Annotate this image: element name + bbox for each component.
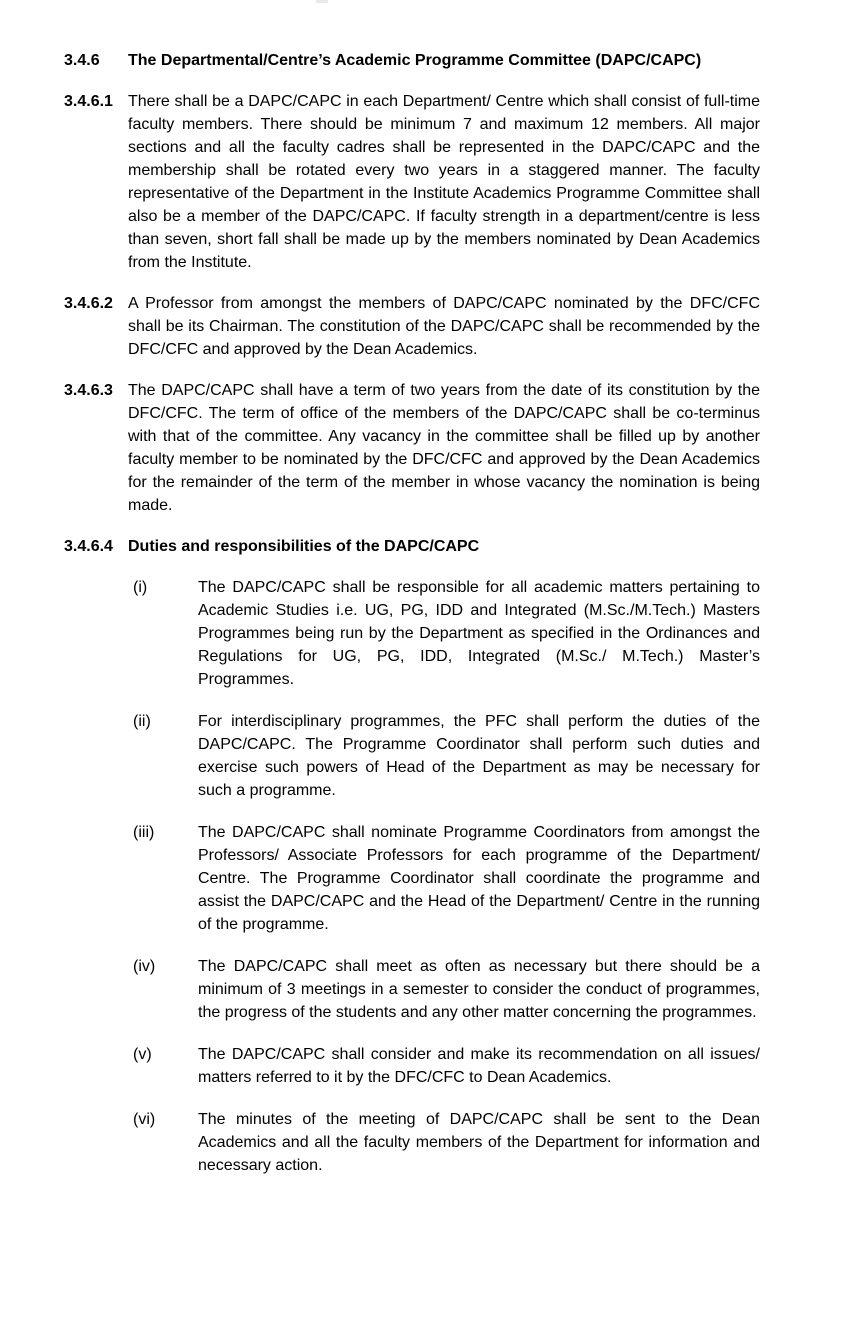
- paragraph-subheading-text: Duties and responsibilities of the DAPC/CAPC: [128, 538, 480, 555]
- duty-text: The DAPC/CAPC shall nominate Programme Coordinators from amongst the Professors/ Associate Professors for each programme of the Department/ Centre. The Programme Coordinator shall coordinate the programme and assist the DAPC/CAPC and the Head of the Department/ Centre in the running of the programme.: [198, 824, 760, 933]
- paragraph-item: [64, 90, 760, 274]
- duty-marker: (iii): [133, 824, 155, 841]
- duty-item: [128, 1108, 760, 1177]
- duty-marker: (iv): [133, 958, 156, 975]
- duty-text: The minutes of the meeting of DAPC/CAPC shall be sent to the Dean Academics and all the faculty members of the Department for information and necessary action.: [198, 1111, 760, 1174]
- paragraph-subheading: [64, 535, 760, 558]
- paragraph-item: [64, 379, 760, 517]
- paragraph-text: The DAPC/CAPC shall have a term of two years from the date of its constitution by the DFC/CFC. The term of office of the members of the DAPC/CAPC shall be co-terminus with that of the committee. Any vacancy in the committee shall be filled up by another faculty member to be nominated by the DFC/CFC and approved by the Dean Academics for the remainder of the term of the member in whose vacancy the nomination is being made.: [128, 382, 760, 514]
- duties-list: [128, 576, 760, 1177]
- duty-marker: (vi): [133, 1111, 156, 1128]
- section-title: The Departmental/Centre’s Academic Programme Committee (DAPC/CAPC): [128, 52, 702, 69]
- duty-item: [128, 576, 760, 691]
- scan-speck: [316, 0, 328, 3]
- paragraph-number: 3.4.6.4: [64, 538, 113, 555]
- duty-text: For interdisciplinary programmes, the PFC shall perform the duties of the DAPC/CAPC. The Programme Coordinator shall perform such duties and exercise such powers of Head of the Department as may be necessary for such a programme.: [198, 713, 760, 799]
- paragraph-text: A Professor from amongst the members of DAPC/CAPC nominated by the DFC/CFC shall be its Chairman. The constitution of the DAPC/CAPC shall be recommended by the DFC/CFC and approved by the Dean Academics.: [128, 295, 760, 358]
- paragraph-text: There shall be a DAPC/CAPC in each Department/ Centre which shall consist of full-time faculty members. There should be minimum 7 and maximum 12 members. All major sections and all the faculty cadres shall be represented in the DAPC/CAPC and the membership shall be rotated every two years in a staggered manner. The faculty representative of the Department in the Institute Academics Programme Committee shall also be a member of the DAPC/CAPC. If faculty strength in a department/centre is less than seven, short fall shall be made up by the members nominated by Dean Academics from the Institute.: [128, 93, 760, 271]
- paragraph-number: 3.4.6.1: [64, 93, 113, 110]
- duty-marker: (i): [133, 579, 148, 596]
- paragraph-item: [64, 292, 760, 361]
- duty-item: [128, 821, 760, 936]
- section-heading: [64, 49, 760, 72]
- paragraph-number: 3.4.6.3: [64, 382, 113, 399]
- duty-marker: (ii): [133, 713, 151, 730]
- duty-text: The DAPC/CAPC shall be responsible for all academic matters pertaining to Academic Studies i.e. UG, PG, IDD and Integrated (M.Sc./M.Tech.) Masters Programmes being run by the Department as specified in the Ordinances and Regulations for UG, PG, IDD, Integrated (M.Sc./ M.Tech.) Master’s Programmes.: [198, 579, 760, 688]
- duty-text: The DAPC/CAPC shall meet as often as necessary but there should be a minimum of 3 meetings in a semester to consider the conduct of programmes, the progress of the students and any other matter concerning the programmes.: [198, 958, 760, 1021]
- duty-item: [128, 955, 760, 1024]
- paragraph-number: 3.4.6.2: [64, 295, 113, 312]
- section-number: 3.4.6: [64, 52, 100, 69]
- duty-item: [128, 710, 760, 802]
- duty-text: The DAPC/CAPC shall consider and make its recommendation on all issues/ matters referred to it by the DFC/CFC to Dean Academics.: [198, 1046, 760, 1086]
- duty-item: [128, 1043, 760, 1089]
- duty-marker: (v): [133, 1046, 152, 1063]
